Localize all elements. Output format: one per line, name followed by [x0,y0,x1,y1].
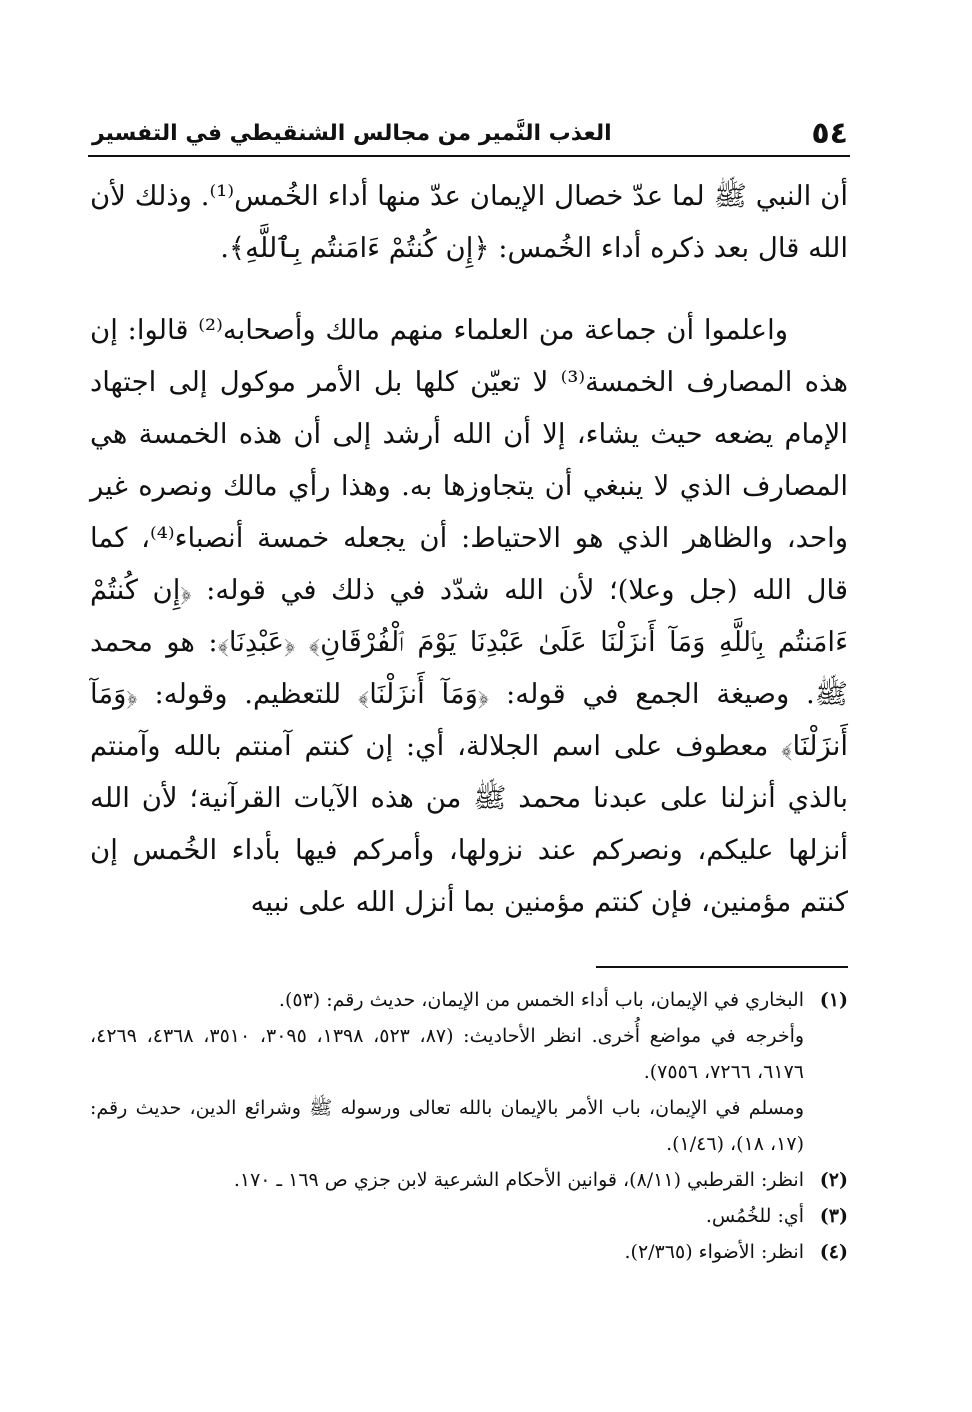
header-rule [88,155,850,157]
footnote-text: أي: للخُمُس. [705,1205,804,1227]
footnote-number: (٣) [819,1205,848,1227]
footnote-text: انظر: الأضواء (٢/٣٦٥). [624,1241,804,1263]
footnote-1-continuation: ومسلم في الإيمان، باب الأمر بالإيمان بالله تعالى ورسوله ﷺ وشرائع الدين، حديث رقم: (١٧، ١٨)، (١/٤٦). [90,1097,804,1155]
footnote-number: (٢) [819,1169,848,1191]
page-number: ٥٤ [811,116,848,151]
footnote-number: (١) [819,989,848,1011]
footnotes [90,982,848,1270]
footnote-rule [596,966,848,968]
footnote-4 [90,1234,848,1270]
paragraph-2: واعلموا أن جماعة من العلماء منهم مالك وأصحابه⁽²⁾ قالوا: إن هذه المصارف الخمسة⁽³⁾ لا تعيّن كلها بل الأمر موكول إلى اجتهاد الإمام يضعه حيث يشاء، إلا أن الله أرشد إلى أن هذه الخمسة هي المصارف الذي لا ينبغي أن يتجاوزها به. وهذا رأي مالك ونصره غير واحد، والظاهر الذي هو الاحتياط: أن يجعله خمسة أنصباء⁽⁴⁾، كما قال الله (جل وعلا)؛ لأن الله شدّد في ذلك في قوله: ﴿إِن كُنتُمْ ءَامَنتُم بِٱللَّهِ وَمَآ أَنزَلْنَا عَلَىٰ عَبْدِنَا يَوْمَ ٱلْفُرْقَانِ﴾ ﴿عَبْدِنَا﴾: هو محمد ﷺ. وصيغة الجمع في قوله: ﴿وَمَآ أَنزَلْنَا﴾ للتعظيم. وقوله: ﴿وَمَآ أَنزَلْنَا﴾ معطوف على اسم الجلالة، أي: إن كنتم آمنتم بالله وآمنتم بالذي أنزلنا على عبدنا محمد ﷺ من هذه الآيات القرآنية؛ لأن الله أنزلها عليكم، ونصركم عند نزولها، وأمركم فيها بأداء الخُمس إن كنتم مؤمنين، فإن كنتم مؤمنين بما أنزل الله على نبيه [90,314,848,918]
running-title: العذب النَّمير من مجالس الشنقيطي في التفسير [92,121,612,146]
footnote-text: انظر: القرطبي (٨/١١)، قوانين الأحكام الشرعية لابن جزي ص ١٦٩ ـ ١٧٠. [233,1169,804,1191]
footnote-1-continuation: وأخرجه في مواضع أُخرى. انظر الأحاديث: (٨٧، ٥٢٣، ١٣٩٨، ٣٠٩٥، ٣٥١٠، ٤٣٦٨، ٤٢٦٩، ٦١٧٦، ٧٢٦٦، ٧٥٥٦). [90,1025,805,1083]
footnote-number: (٤) [819,1241,848,1263]
paragraph-1: أن النبي ﷺ لما عدّ خصال الإيمان عدّ منها أداء الخُمس⁽¹⁾. وذلك لأن الله قال بعد ذكره أداء الخُمس: ﴿إِن كُنتُمْ ءَامَنتُم بِٱللَّهِ﴾. [90,180,848,264]
footnote-text: البخاري في الإيمان، باب أداء الخمس من الإيمان، حديث رقم: (٥٣). [278,989,804,1011]
footnote-1 [90,982,848,1018]
page-header [92,108,848,154]
footnote-2 [90,1162,848,1198]
footnote-3 [90,1198,848,1234]
main-text [90,170,848,928]
